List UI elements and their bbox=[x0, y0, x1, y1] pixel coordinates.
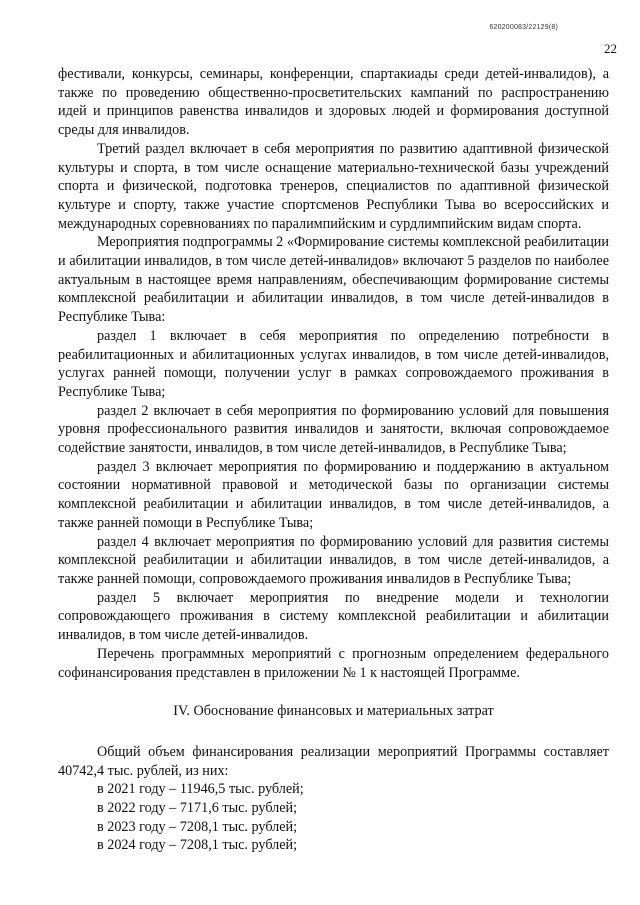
financing-year-list bbox=[58, 780, 609, 855]
financing-year-item: в 2021 году – 11946,5 тыс. рублей; bbox=[97, 781, 304, 798]
paragraph-section-1: раздел 1 включает в себя мероприятия по определению потребности в реабилитационных и абилитационных услугах инвалидов, в том числе детей-инвалидов, услугах ранней помощи, получении услуг в рамках сопровождаемого проживания в Республике Тыва; bbox=[58, 327, 609, 400]
paragraph-3: Мероприятия подпрограммы 2 «Формирование системы комплексной реабилитации и абилитации инвалидов, в том числе детей-инвалидов» включают 5 разделов по наиболее актуальным в настоящее время направлениям, обеспечивающим формирование системы комплексной реабилитации и абилитации инвалидов, в том числе детей-инвалидов в Республике Тыва: bbox=[58, 234, 609, 326]
paragraph-1: фестивали, конкурсы, семинары, конференции, спартакиады среди детей-инвалидов), а также по проведению общественно-просветительских кампаний по распространению идей и принципов равенства инвалидов и здоровых людей и формирования доступной среды для инвалидов. bbox=[58, 66, 609, 139]
financing-year-item: в 2023 году – 7208,1 тыс. рублей; bbox=[97, 818, 298, 835]
paragraph-section-2: раздел 2 включает в себя мероприятия по формированию условий для повышения уровня профессионального развития инвалидов и занятости, включая сопровождаемое содействие занятости, инвалидов, в том числе детей-инвалидов, в Республике Тыва; bbox=[58, 402, 609, 457]
page-number: 22 bbox=[604, 41, 617, 56]
section-heading: IV. Обоснование финансовых и материальных затрат bbox=[173, 703, 494, 720]
paragraph-section-4: раздел 4 включает мероприятия по формированию условий для развития системы комплексной реабилитации и абилитации инвалидов, в том числе детей-инвалидов, а также ранней помощи, сопровождаемого проживания инвалидов в Республике Тыва; bbox=[58, 533, 609, 587]
paragraph-2: Третий раздел включает в себя мероприятия по развитию адаптивной физической культуры и спорта, в том числе оснащение материально-технической базы учреждений спорта и физической, подготовка тренеров, специалистов по адаптивной физической культуре и спорту, также участие спортсменов Республики Тыва во всероссийских и международных соревнованиях по паралимпийским и сурдлимпийским видам спорта. bbox=[58, 140, 609, 232]
document-body bbox=[58, 65, 609, 855]
document-registration-number: 620200083/22129(8) bbox=[489, 24, 558, 31]
paragraph-section-5: раздел 5 включает мероприятия по внедрение модели и технологии сопровождающего проживания в систему комплексной реабилитации и абилитации инвалидов, в том числе детей-инвалидов. bbox=[58, 589, 609, 644]
paragraph-list-of-measures: Перечень программных мероприятий с прогнозным определением федерального софинансирования представлен в приложении № 1 к настоящей Программе. bbox=[58, 645, 609, 681]
financing-year-item: в 2022 году – 7171,6 тыс. рублей; bbox=[97, 800, 298, 817]
financing-intro: Общий объем финансирования реализации мероприятий Программы составляет 40742,4 тыс. рублей, из них: bbox=[58, 743, 609, 779]
paragraph-section-3: раздел 3 включает мероприятия по формированию и поддержанию в актуальном состоянии нормативной правовой и методической базы по организации системы комплексной реабилитации и абилитации инвалидов, в том числе детей-инвалидов, а также ранней помощи в Республике Тыва; bbox=[58, 458, 609, 531]
financing-year-item: в 2024 году – 7208,1 тыс. рублей; bbox=[97, 837, 298, 854]
